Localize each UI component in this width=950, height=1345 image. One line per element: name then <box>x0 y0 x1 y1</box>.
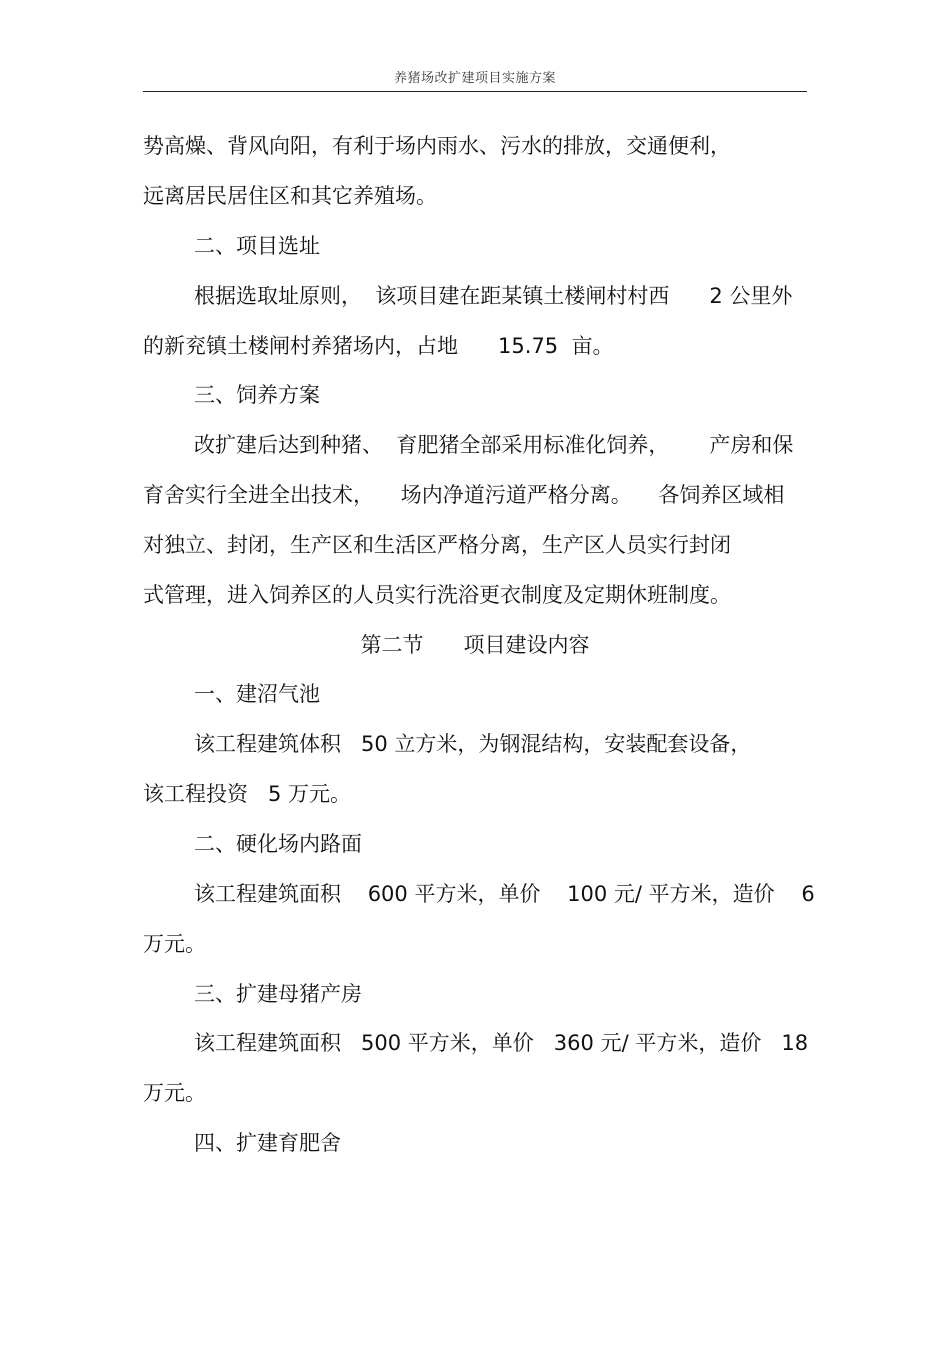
item-heading-biogas-pool: 一、建沼气池 <box>194 682 320 706</box>
section-heading-site-selection: 二、项目选址 <box>194 234 320 258</box>
header-divider <box>143 91 807 92</box>
paragraph-line: 万元。 <box>143 932 206 956</box>
paragraph-line: 万元。 <box>143 1081 206 1105</box>
section-heading-feeding-plan: 三、饲养方案 <box>194 383 320 407</box>
paragraph-line: 势高燥、背风向阳，有利于场内雨水、污水的排放，交通便利， <box>143 134 731 158</box>
paragraph-line: 远离居民居住区和其它养殖场。 <box>143 184 437 208</box>
paragraph-line: 式管理，进入饲养区的人员实行洗浴更衣制度及定期休班制度。 <box>143 583 731 607</box>
paragraph-line: 改扩建后达到种猪、 育肥猪全部采用标准化饲养， 产房和保 <box>194 433 794 457</box>
paragraph-line: 该工程建筑体积 50 立方米，为钢混结构，安装配套设备， <box>194 732 752 756</box>
section-title: 第二节 项目建设内容 <box>360 633 590 657</box>
paragraph-line: 对独立、封闭，生产区和生活区严格分离，生产区人员实行封闭 <box>143 533 731 557</box>
paragraph-line: 根据选取址原则， 该项目建在距某镇土楼闸村村西 2 公里外 <box>194 284 793 308</box>
paragraph-line: 该工程建筑面积 500 平方米，单价 360 元/ 平方米，造价 18 <box>194 1031 809 1055</box>
running-header: 养猪场改扩建项目实施方案 <box>393 71 556 86</box>
item-heading-road-hardening: 二、硬化场内路面 <box>194 832 362 856</box>
paragraph-line: 的新兖镇土楼闸村养猪场内，占地 15.75 亩。 <box>143 334 614 358</box>
paragraph-line: 育舍实行全进全出技术， 场内净道污道严格分离。 各饲养区域相 <box>143 483 785 507</box>
paragraph-line: 该工程建筑面积 600 平方米，单价 100 元/ 平方米，造价 6 <box>194 882 815 906</box>
item-heading-sow-farrowing-house: 三、扩建母猪产房 <box>194 982 362 1006</box>
item-heading-fattening-house: 四、扩建育肥舍 <box>194 1131 341 1155</box>
paragraph-line: 该工程投资 5 万元。 <box>143 782 352 806</box>
